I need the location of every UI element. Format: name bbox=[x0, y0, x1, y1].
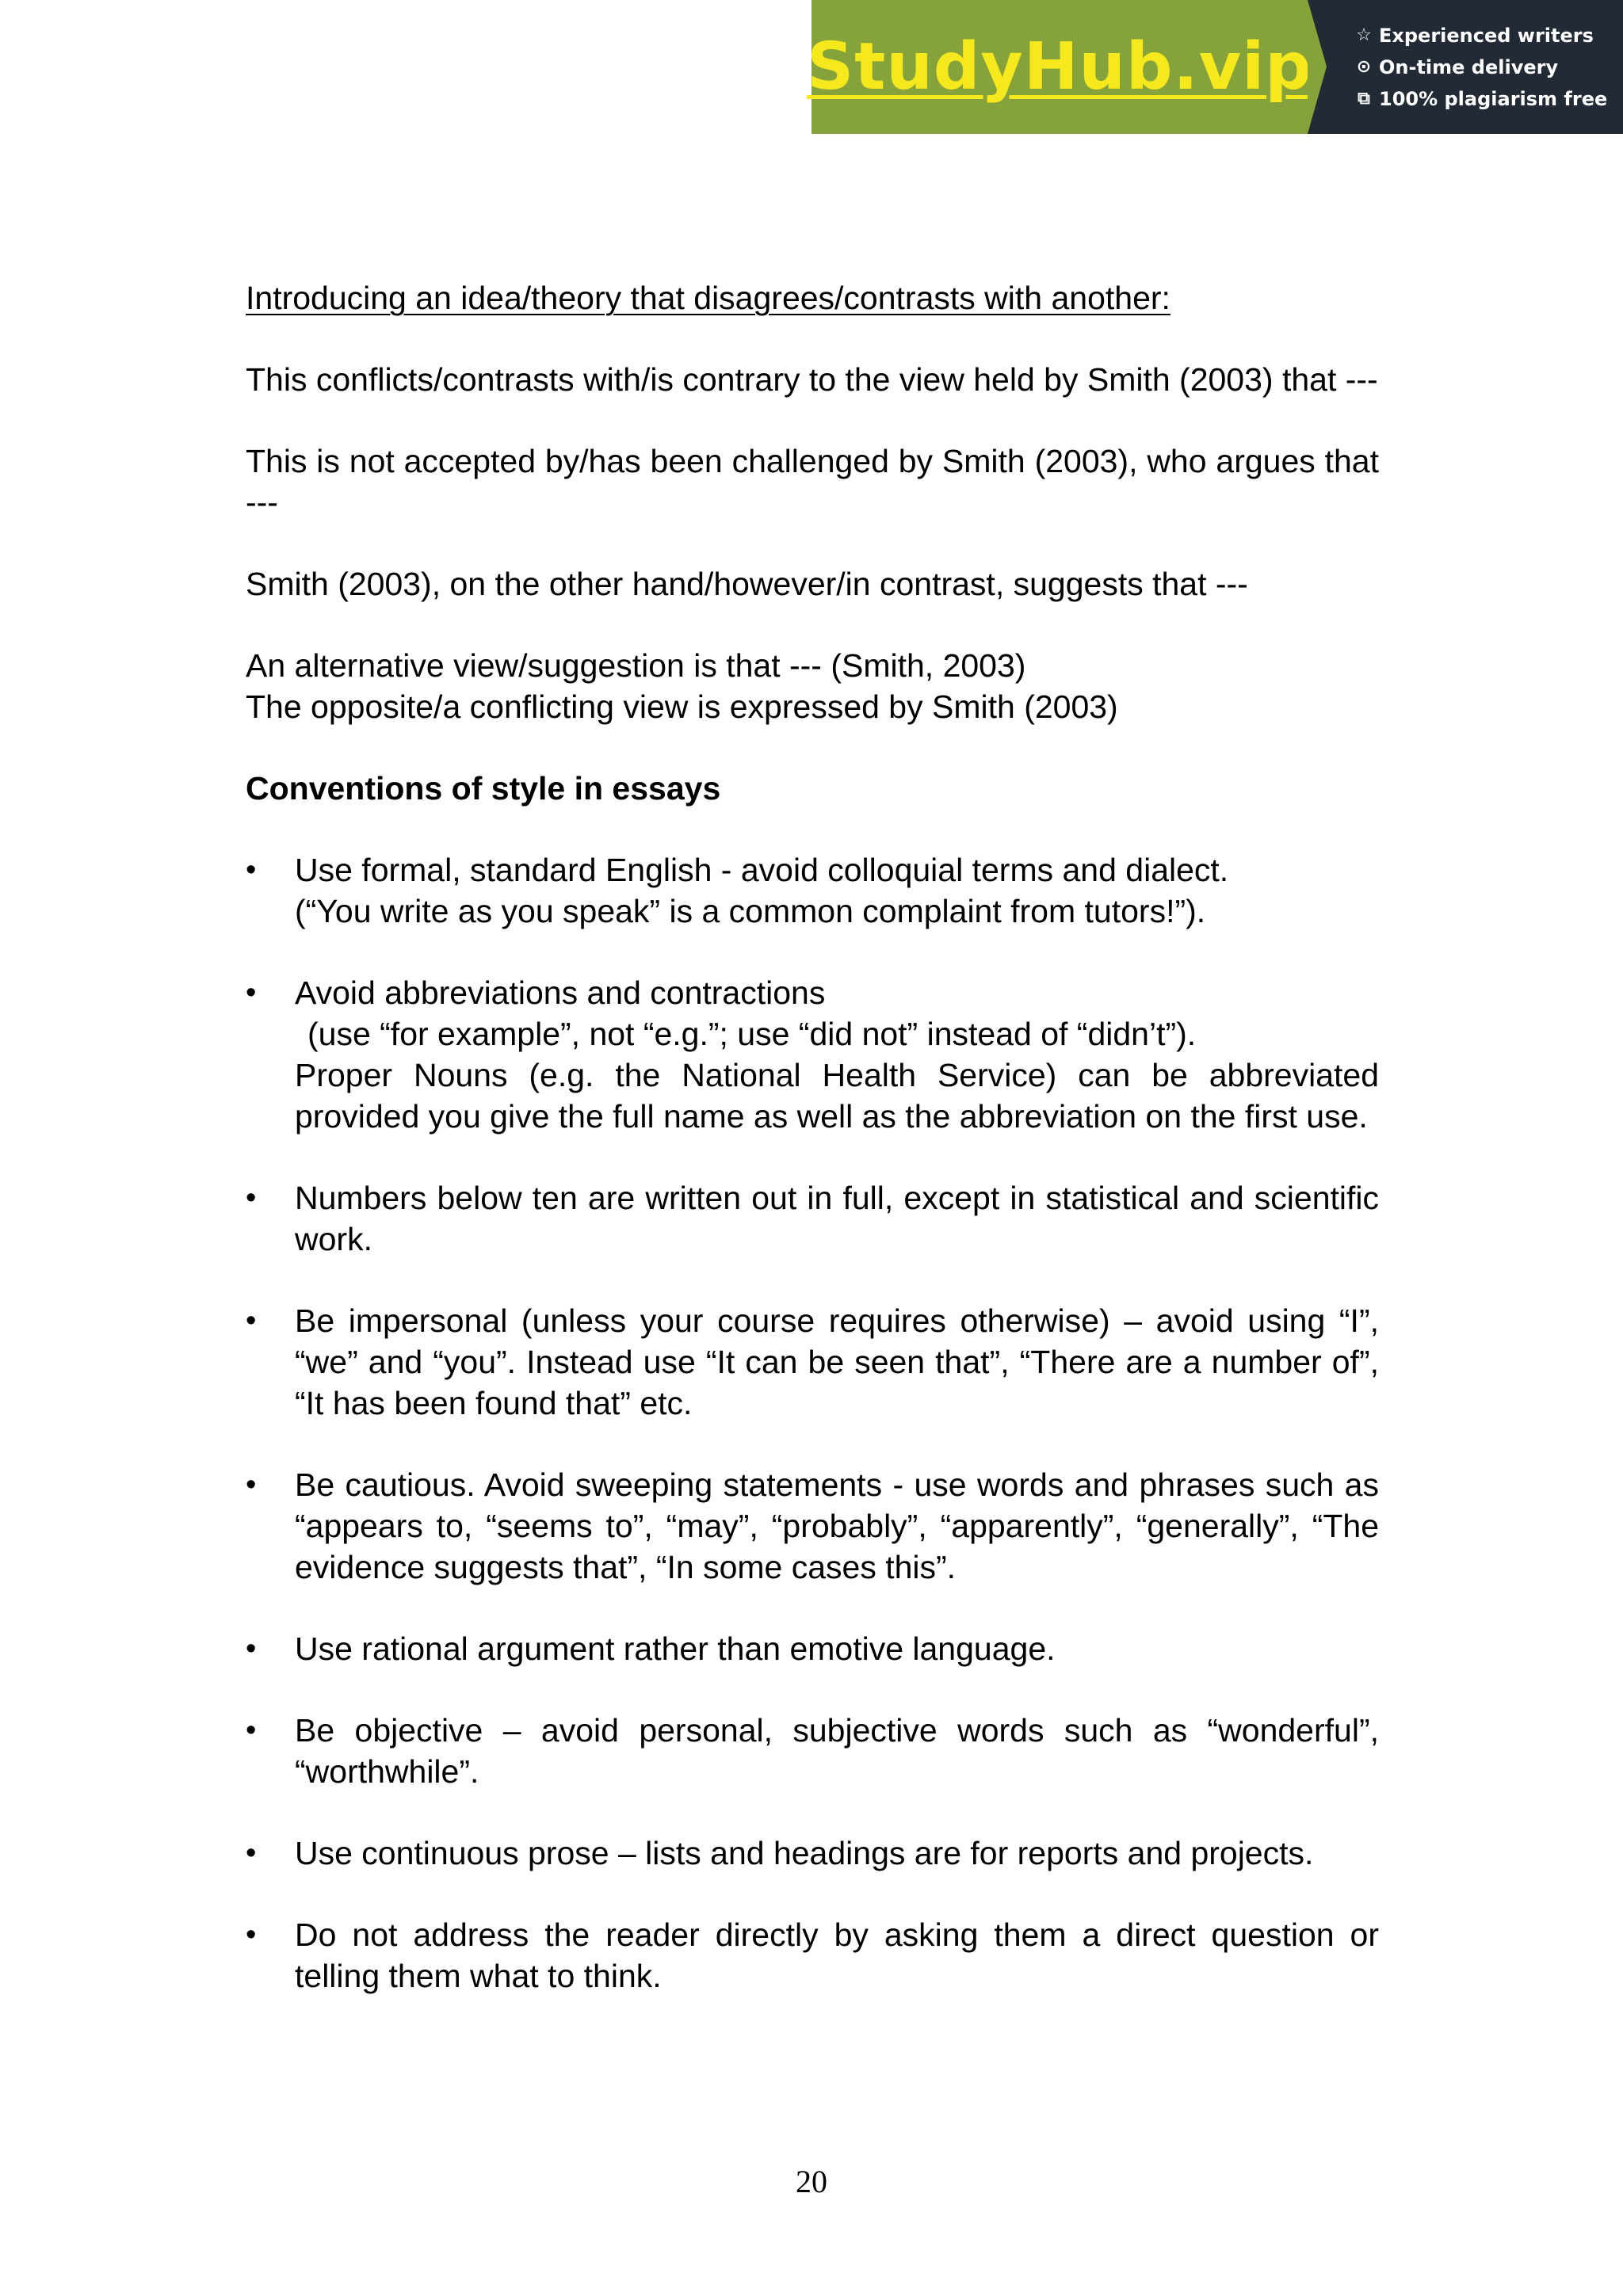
bullet-icon: • bbox=[246, 1468, 257, 1501]
page-number: 20 bbox=[796, 2164, 827, 2199]
alternative-view-line: An alternative view/suggestion is that --- (Smith, 2003) bbox=[246, 647, 1026, 684]
feature-label: Experienced writers bbox=[1379, 24, 1594, 47]
list-item-text: Do not address the reader directly by asking them a direct question or telling them what to think. bbox=[295, 1917, 1379, 1994]
list-item bbox=[246, 1914, 1379, 1997]
bullet-icon: • bbox=[246, 1918, 257, 1951]
bullet-icon: • bbox=[246, 1304, 257, 1337]
star-outline-icon: ☆ bbox=[1356, 25, 1372, 45]
style-heading: Conventions of style in essays bbox=[246, 770, 721, 807]
list-item-text: Use formal, standard English - avoid colloquial terms and dialect. bbox=[295, 852, 1229, 888]
document-body bbox=[246, 277, 1379, 2037]
feature-label: 100% plagiarism free bbox=[1379, 87, 1608, 110]
list-item bbox=[246, 1177, 1379, 1260]
list-item-text: (“You write as you speak” is a common complaint from tutors!”). bbox=[295, 893, 1206, 929]
list-item bbox=[246, 972, 1379, 1137]
list-item-text: Numbers below ten are written out in full, except in statistical and scientific work. bbox=[295, 1180, 1379, 1257]
feature-label: On-time delivery bbox=[1379, 55, 1559, 78]
list-item-text: Be cautious. Avoid sweeping statements - use words and phrases such as “appears to, “seems to”, “may”, “probably”, “apparently”, “generally”, “The evidence suggests that”, “In some cases this”. bbox=[295, 1466, 1379, 1585]
feature-plagiarism-free bbox=[1354, 86, 1623, 113]
bullet-icon: • bbox=[246, 976, 257, 1009]
list-item-text: Be impersonal (unless your course requires otherwise) – avoid using “I”, “we” and “you”. Instead use “It can be seen that”, “There are a number of”, “It has been found that” etc. bbox=[295, 1302, 1379, 1421]
list-item-text: Be objective – avoid personal, subjective words such as “wonderful”, “worthwhile”. bbox=[295, 1712, 1379, 1790]
list-item-text: (use “for example”, not “e.g.”; use “did not” instead of “didn’t”). bbox=[307, 1016, 1197, 1052]
features-panel bbox=[1308, 0, 1623, 134]
bullet-icon: • bbox=[246, 1714, 257, 1747]
bullet-icon: • bbox=[246, 1181, 257, 1215]
brand-logo[interactable]: StudyHub.vip bbox=[807, 29, 1312, 105]
list-item bbox=[246, 1300, 1379, 1424]
opposite-view-line: The opposite/a conflicting view is expressed by Smith (2003) bbox=[246, 688, 1118, 725]
list-item-text: Use rational argument rather than emotive language. bbox=[295, 1630, 1056, 1667]
bullet-icon: • bbox=[246, 1632, 257, 1665]
phrase-paragraph: This is not accepted by/has been challenged by Smith (2003), who argues that --- bbox=[246, 443, 1379, 521]
studyhub-banner[interactable] bbox=[807, 0, 1623, 134]
copy-document-icon: ⧉ bbox=[1358, 89, 1370, 109]
feature-on-time-delivery bbox=[1354, 54, 1623, 81]
list-item bbox=[246, 1833, 1379, 1874]
feature-experienced-writers bbox=[1354, 22, 1623, 49]
list-item bbox=[246, 849, 1379, 932]
list-item bbox=[246, 1710, 1379, 1792]
brand-panel[interactable] bbox=[807, 0, 1312, 134]
style-conventions-list bbox=[246, 849, 1379, 1997]
list-item-text: Use continuous prose – lists and headings are for reports and projects. bbox=[295, 1835, 1314, 1871]
list-item bbox=[246, 1628, 1379, 1669]
bullet-icon: • bbox=[246, 1836, 257, 1870]
clock-icon: ⊙ bbox=[1356, 57, 1372, 77]
list-item bbox=[246, 1464, 1379, 1588]
section-heading: Introducing an idea/theory that disagrees/contrasts with another: bbox=[246, 280, 1170, 316]
list-item-text: Proper Nouns (e.g. the National Health Service) can be abbreviated provided you give the full name as well as the abbreviation on the first use. bbox=[295, 1057, 1379, 1135]
bullet-icon: • bbox=[246, 853, 257, 887]
phrase-paragraph: Smith (2003), on the other hand/however/in contrast, suggests that --- bbox=[246, 566, 1248, 602]
list-item-text: Avoid abbreviations and contractions bbox=[295, 974, 826, 1011]
phrase-paragraph: This conflicts/contrasts with/is contrary to the view held by Smith (2003) that --- bbox=[246, 361, 1378, 398]
